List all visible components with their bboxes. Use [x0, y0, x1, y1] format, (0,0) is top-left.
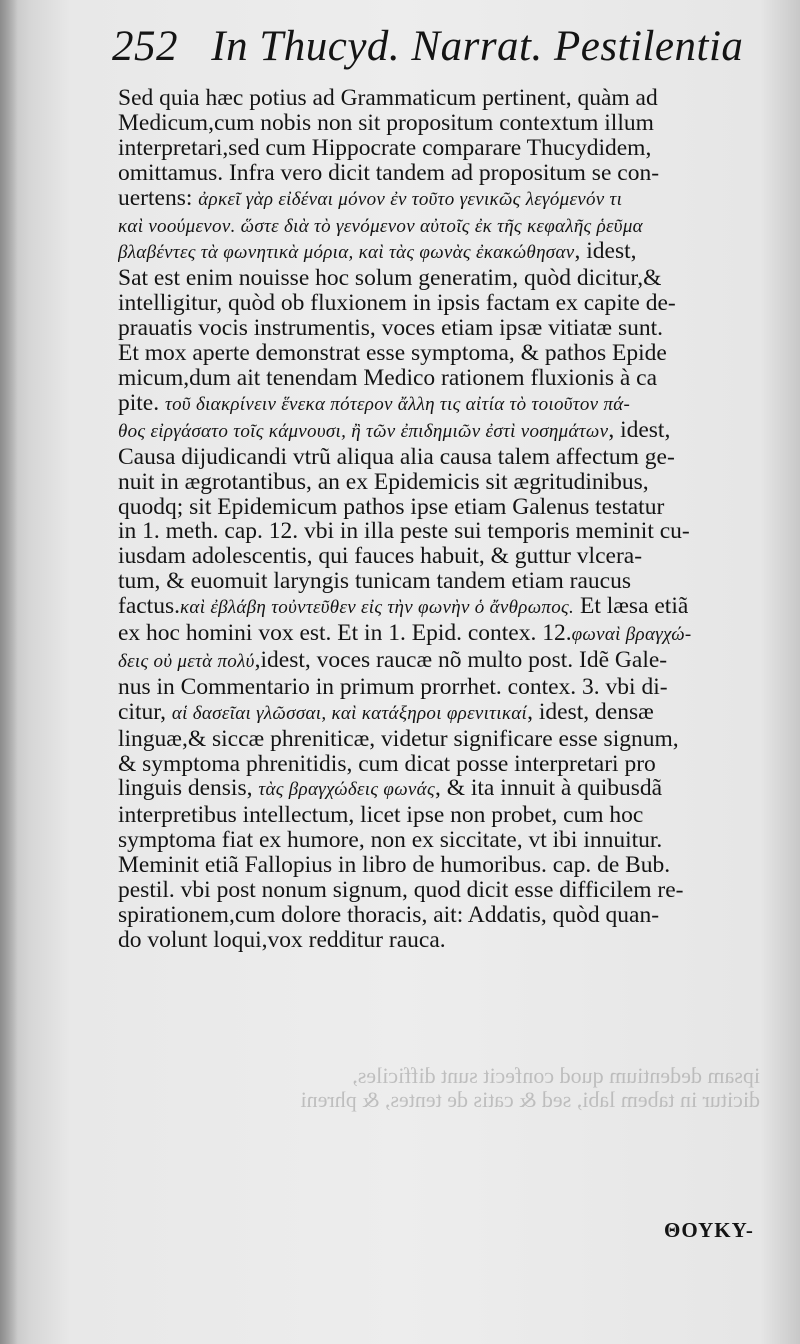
text-line: [118, 675, 768, 700]
page-number: 252: [112, 23, 178, 70]
latin-text: pite.: [118, 390, 165, 416]
text-line: [118, 853, 768, 878]
text-line: [118, 776, 768, 803]
latin-text: micum,dum ait tenendam Medico rationem fluxionis à ca: [118, 365, 658, 391]
greek-quote: ἀρκεῖ γὰρ εἰδέναι μόνον ἐν τοῦτο γενικῶς λεγόμενόν τι: [198, 188, 623, 210]
text-line: [118, 239, 768, 266]
text-line: [118, 341, 768, 366]
latin-text: , idest,: [574, 239, 637, 265]
greek-quote: αἱ δασεῖαι γλῶσσαι, καὶ κατάξηροι φρενιτικαί: [171, 702, 528, 724]
text-line: [118, 621, 768, 648]
show-through-text: ipsam dedentium quod confecit sunt difficiles, dicitur in tabem labi, sed & catis de tentes, & phreni: [300, 1064, 760, 1112]
main-text-block: [118, 86, 768, 953]
text-line: [118, 569, 768, 594]
latin-text: ex hoc homini vox est. Et in 1. Epid. contex. 12.: [118, 621, 572, 647]
latin-text: ,idest, voces raucæ nõ multo post. Idẽ Gale-: [254, 647, 668, 673]
latin-text: symptoma fiat ex humore, non ex siccitate, vt ibi innuitur.: [118, 828, 663, 854]
catchword: ΘΟΥΚΥ-: [664, 1218, 754, 1242]
text-line: [118, 470, 768, 495]
latin-text: factus.: [118, 594, 180, 620]
latin-text: nus in Commentario in primum prorrhet. contex. 3. vbi di-: [118, 674, 668, 700]
greek-quote: θος εἰργάσατο τοῖς κάμνουσι, ἢ τῶν ἐπιδημιῶν ἐστὶ νοσημάτων: [118, 420, 609, 442]
latin-text: Medicum,cum nobis non sit propositum contextum illum: [118, 110, 654, 136]
latin-text: iusdam adolescentis, qui fauces habuit, & guttur vlcera-: [118, 544, 643, 570]
latin-text: Et læsa etiã: [574, 594, 689, 620]
latin-text: in 1. meth. cap. 12. vbi in illa peste sui temporis meminit cu-: [118, 519, 690, 545]
text-line: [118, 213, 768, 240]
greek-quote: καὶ νοούμενον. ὥστε διὰ τὸ γενόμενον αὐτοῖς ἐκ τῆς κεφαλῆς ῥεῦμα: [118, 215, 643, 237]
latin-text: Sat est enim nouisse hoc solum generatim, quòd dicitur,&: [118, 266, 662, 292]
latin-text: Meminit etiã Fallopius in libro de humoribus. cap. de Bub.: [118, 853, 671, 879]
latin-text: citur,: [118, 699, 172, 725]
text-line: [118, 291, 768, 316]
latin-text: , & ita innuit à quibusdã: [434, 776, 663, 802]
text-line: [118, 418, 768, 445]
text-line: [118, 111, 768, 136]
text-line: [118, 648, 768, 675]
text-line: [118, 594, 768, 621]
greek-quote: τοῦ διακρίνειν ἕνεκα πότερον ἄλλη τις αἰτία τὸ τοιοῦτον πά-: [165, 393, 631, 415]
latin-text: prauatis vocis instrumentis, voces etiam ipsæ vitiatæ sunt.: [118, 316, 664, 342]
text-line: [118, 803, 768, 828]
latin-text: Sed quia hæc potius ad Grammaticum pertinent, quàm ad: [118, 86, 658, 111]
latin-text: Et mox aperte demonstrat esse symptoma, & pathos Epide: [118, 341, 667, 366]
text-line: [118, 391, 768, 418]
text-line: [118, 495, 768, 520]
latin-text: linguis densis,: [118, 776, 259, 802]
text-line: [118, 136, 768, 161]
latin-text: quodq; sit Epidemicum pathos ipse etiam Galenus testatur: [118, 494, 665, 520]
latin-text: nuit in ægrotantibus, an ex Epidemicis sit ægritudinibus,: [118, 469, 649, 495]
text-line: [118, 86, 768, 111]
text-line: [118, 186, 768, 213]
text-line: [118, 161, 768, 186]
gutter-shadow: [0, 0, 18, 1344]
latin-text: spirationem,cum dolore thoracis, ait: Addatis, quòd quan-: [118, 903, 660, 928]
latin-text: interpretibus intellectum, licet ipse non probet, cum hoc: [118, 803, 644, 829]
text-line: [118, 928, 768, 953]
latin-text: , idest,: [608, 417, 671, 443]
greek-quote: δεις οὐ μετὰ πολύ: [118, 650, 255, 672]
text-line: [118, 727, 768, 752]
latin-text: do volunt loqui,vox redditur rauca.: [118, 927, 446, 953]
text-line: [118, 544, 768, 569]
latin-text: Causa dijudicandi vtrũ aliqua alia causa talem affectum ge-: [118, 444, 675, 470]
latin-text: omittamus. Infra vero dicit tandem ad propositum se con-: [118, 160, 660, 186]
text-line: [118, 519, 768, 544]
text-line: [118, 878, 768, 903]
text-line: [118, 366, 768, 391]
text-line: [118, 828, 768, 853]
greek-quote: τὰς βραγχώδεις φωνάς: [258, 779, 435, 801]
latin-text: pestil. vbi post nonum signum, quod dicit esse difficilem re-: [118, 878, 684, 903]
greek-quote: καὶ ἐβλάβη τοὐντεῦθεν εἰς τὴν φωνὴν ὁ ἄνθρωπος.: [180, 597, 575, 619]
text-line: [118, 903, 768, 928]
greek-quote: βλαβέντες τὰ φωνητικὰ μόρια, καὶ τὰς φωνὰς ἐκακώθησαν: [118, 242, 575, 264]
text-line: [118, 266, 768, 291]
latin-text: , idest, densæ: [527, 699, 654, 725]
latin-text: uertens:: [118, 185, 199, 211]
latin-text: & symptoma phrenitidis, cum dicat posse interpretari pro: [118, 751, 656, 777]
text-line: [118, 445, 768, 470]
latin-text: intelligitur, quòd ob fluxionem in ipsis factam ex capite de-: [118, 291, 676, 317]
latin-text: linguæ,& siccæ phreniticæ, videtur significare esse signum,: [118, 726, 679, 752]
running-title: In Thucyd. Narrat. Pestilentia: [211, 23, 744, 70]
greek-quote: φωναὶ βραγχώ-: [571, 624, 692, 646]
text-line: [118, 700, 768, 727]
latin-text: interpretari,sed cum Hippocrate comparare Thucydidem,: [118, 135, 652, 161]
text-line: [118, 752, 768, 777]
text-line: [118, 316, 768, 341]
running-header: [112, 22, 772, 92]
latin-text: tum, & euomuit laryngis tunicam tandem etiam raucus: [118, 569, 631, 595]
